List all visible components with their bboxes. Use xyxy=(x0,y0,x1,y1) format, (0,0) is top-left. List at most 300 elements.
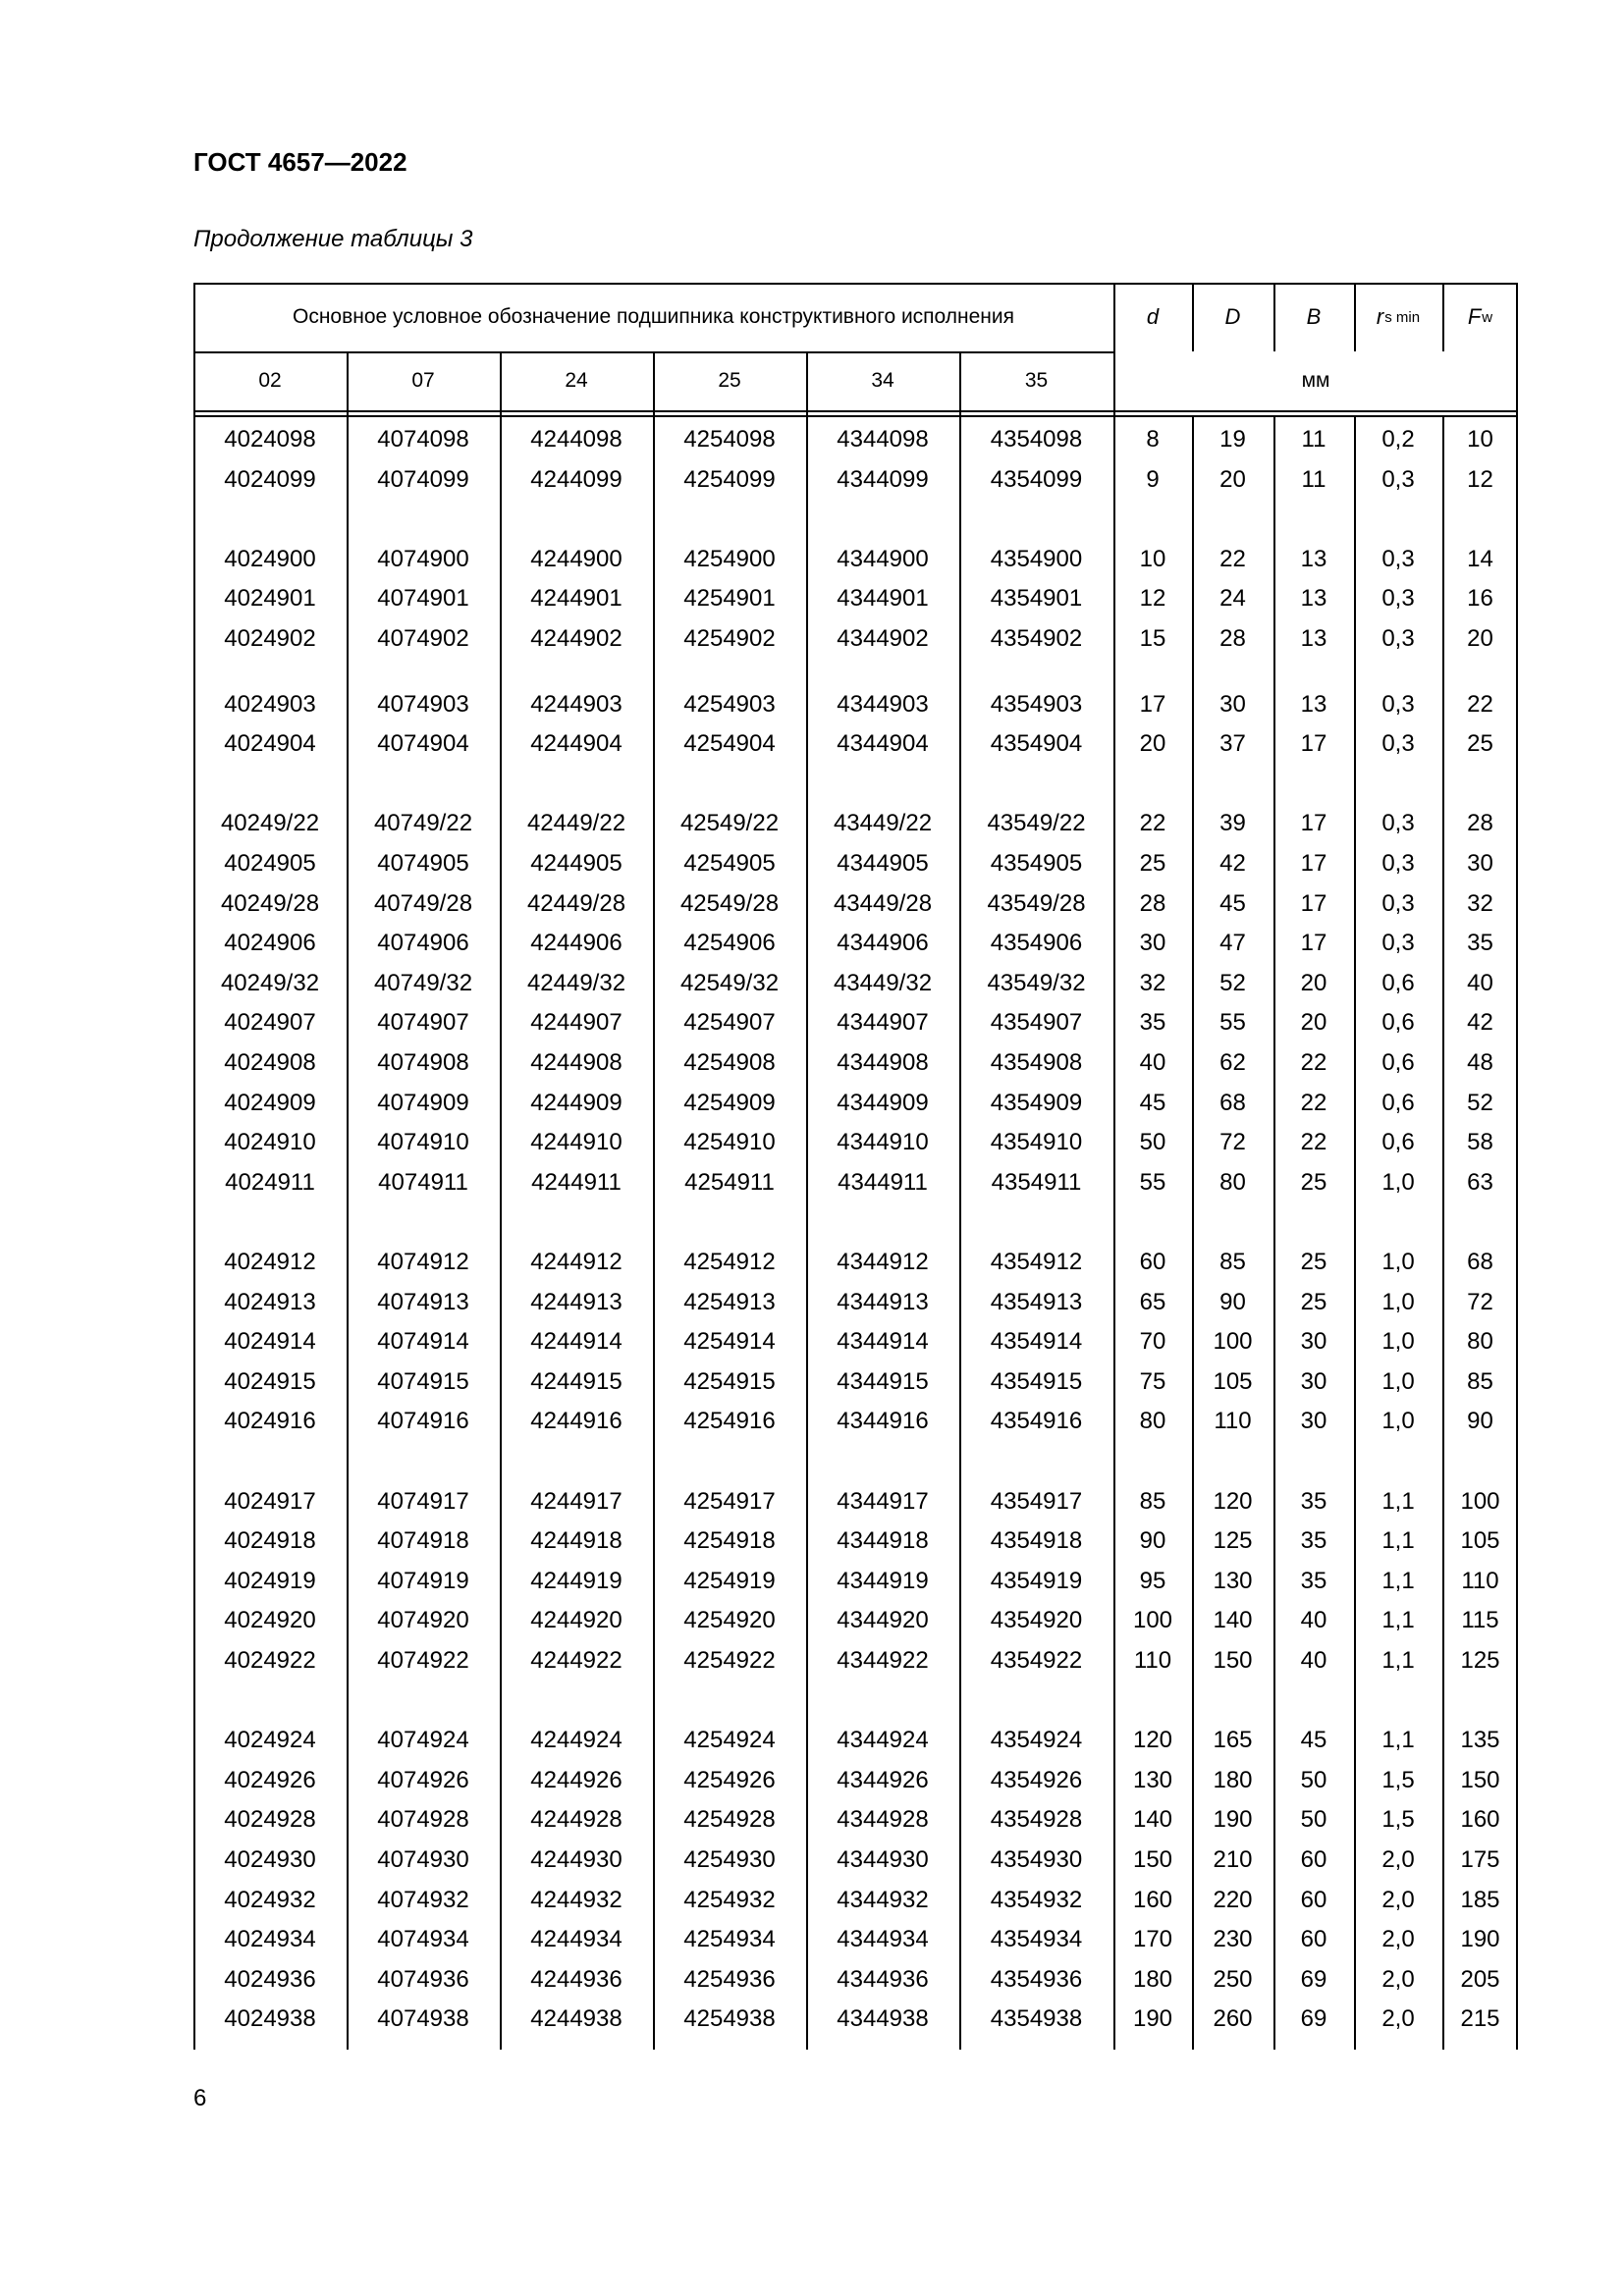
cell-07: 4074934 xyxy=(377,1926,469,1953)
cell-24: 4244906 xyxy=(530,930,623,957)
cell-35: 4354913 xyxy=(990,1288,1083,1315)
cell-d: 190 xyxy=(1132,2005,1173,2033)
cell-24: 4244910 xyxy=(530,1129,623,1156)
cell-24: 4244901 xyxy=(530,585,623,613)
cell-34: 4344906 xyxy=(837,930,929,957)
cell-07: 4074919 xyxy=(377,1567,469,1594)
cell-35: 4354907 xyxy=(990,1009,1083,1037)
cell-34: 4344900 xyxy=(837,545,929,572)
header-rs-sub: s min xyxy=(1384,308,1421,326)
cell-d: 10 xyxy=(1139,545,1166,572)
table-row xyxy=(193,1322,1518,1362)
cell-07: 4074900 xyxy=(377,545,469,572)
series-header-35: 35 xyxy=(1024,369,1049,392)
cell-24: 4244916 xyxy=(530,1408,623,1435)
cell-07: 4074938 xyxy=(377,2005,469,2033)
cell-25: 42549/22 xyxy=(679,810,780,837)
cell-rs-min: 0,3 xyxy=(1381,889,1415,917)
table-row xyxy=(193,540,1518,579)
table-row xyxy=(193,1641,1518,1681)
cell-35: 43549/22 xyxy=(987,810,1086,837)
cell-07: 40749/22 xyxy=(373,810,473,837)
cell-B: 25 xyxy=(1300,1168,1327,1196)
cell-07: 4074932 xyxy=(377,1886,469,1913)
cell-B: 35 xyxy=(1300,1567,1327,1594)
cell-35: 4354098 xyxy=(990,426,1083,453)
cell-d: 100 xyxy=(1132,1607,1173,1634)
cell-07: 4074916 xyxy=(377,1408,469,1435)
cell-35: 43549/28 xyxy=(987,889,1086,917)
cell-02: 4024905 xyxy=(224,850,316,877)
cell-rs-min: 0,3 xyxy=(1381,625,1415,652)
cell-02: 4024907 xyxy=(224,1009,316,1037)
header-Fw-main: F xyxy=(1467,304,1482,329)
cell-D: 110 xyxy=(1214,1408,1252,1435)
cell-25: 4254910 xyxy=(683,1129,776,1156)
cell-34: 4344914 xyxy=(837,1328,929,1356)
cell-02: 4024902 xyxy=(224,625,316,652)
cell-d: 95 xyxy=(1139,1567,1166,1594)
cell-Fw: 125 xyxy=(1460,1647,1500,1674)
cell-B: 22 xyxy=(1300,1049,1327,1076)
cell-rs-min: 1,1 xyxy=(1381,1487,1415,1515)
cell-rs-min: 0,3 xyxy=(1381,690,1415,718)
cell-d: 45 xyxy=(1139,1089,1166,1116)
cell-rs-min: 0,3 xyxy=(1381,730,1415,758)
cell-Fw: 100 xyxy=(1460,1487,1500,1515)
cell-Fw: 190 xyxy=(1460,1926,1500,1953)
cell-Fw: 63 xyxy=(1467,1168,1493,1196)
cell-d: 25 xyxy=(1139,850,1166,877)
cell-D: 52 xyxy=(1219,969,1246,996)
cell-07: 4074915 xyxy=(377,1367,469,1395)
series-header-25: 25 xyxy=(718,369,741,392)
cell-34: 4344901 xyxy=(837,585,929,613)
cell-02: 4024926 xyxy=(224,1766,316,1793)
cell-D: 30 xyxy=(1219,690,1246,718)
cell-24: 4244099 xyxy=(530,465,623,493)
cell-34: 4344934 xyxy=(837,1926,929,1953)
cell-D: 19 xyxy=(1219,426,1246,453)
cell-Fw: 52 xyxy=(1467,1089,1493,1116)
cell-D: 150 xyxy=(1213,1647,1253,1674)
cell-rs-min: 1,5 xyxy=(1381,1806,1415,1834)
cell-Fw: 30 xyxy=(1467,850,1493,877)
bearing-table xyxy=(193,283,1518,2050)
cell-07: 4074903 xyxy=(377,690,469,718)
cell-d: 28 xyxy=(1139,889,1166,917)
cell-35: 4354916 xyxy=(990,1408,1083,1435)
cell-B: 45 xyxy=(1300,1727,1327,1754)
cell-34: 4344911 xyxy=(838,1168,928,1196)
cell-25: 4254900 xyxy=(683,545,776,572)
cell-rs-min: 1,0 xyxy=(1381,1328,1415,1356)
cell-rs-min: 1,0 xyxy=(1381,1249,1415,1275)
header-rs-min xyxy=(1354,283,1442,351)
cell-35: 4354924 xyxy=(990,1727,1083,1754)
cell-Fw: 90 xyxy=(1467,1408,1493,1435)
cell-35: 4354911 xyxy=(991,1168,1082,1196)
cell-35: 4354901 xyxy=(990,585,1083,613)
cell-d: 32 xyxy=(1139,969,1166,996)
cell-rs-min: 2,0 xyxy=(1381,1926,1415,1953)
table-row xyxy=(193,1482,1518,1522)
table-caption: Продолжение таблицы 3 xyxy=(193,226,473,252)
cell-02: 4024924 xyxy=(224,1727,316,1754)
cell-35: 4354918 xyxy=(990,1527,1083,1555)
cell-24: 4244915 xyxy=(530,1367,623,1395)
cell-25: 4254901 xyxy=(683,585,776,613)
cell-07: 4074913 xyxy=(377,1288,469,1315)
cell-35: 4354917 xyxy=(990,1487,1083,1515)
table-row xyxy=(193,619,1518,659)
cell-25: 4254908 xyxy=(683,1049,776,1076)
series-header-02: 02 xyxy=(258,369,282,392)
cell-B: 17 xyxy=(1300,930,1327,957)
cell-02: 4024906 xyxy=(224,930,316,957)
cell-B: 11 xyxy=(1301,465,1326,493)
cell-35: 4354919 xyxy=(990,1567,1083,1594)
cell-25: 4254930 xyxy=(683,1846,776,1873)
cell-02: 4024909 xyxy=(224,1089,316,1116)
cell-35: 4354928 xyxy=(990,1806,1083,1834)
cell-07: 4074928 xyxy=(377,1806,469,1834)
cell-02: 4024916 xyxy=(224,1408,316,1435)
cell-24: 4244918 xyxy=(530,1527,623,1555)
cell-rs-min: 1,1 xyxy=(1381,1527,1415,1555)
cell-24: 4244934 xyxy=(530,1926,623,1953)
cell-rs-min: 0,6 xyxy=(1381,1089,1415,1116)
cell-35: 4354908 xyxy=(990,1049,1083,1076)
cell-rs-min: 0,3 xyxy=(1381,585,1415,613)
cell-07: 4074920 xyxy=(377,1607,469,1634)
table-row xyxy=(193,924,1518,963)
header-Fw-sub: w xyxy=(1482,308,1493,326)
cell-35: 4354900 xyxy=(990,545,1083,572)
cell-rs-min: 2,0 xyxy=(1381,1965,1415,1993)
cell-02: 4024932 xyxy=(224,1886,316,1913)
cell-Fw: 72 xyxy=(1467,1288,1493,1315)
header-d: d xyxy=(1146,304,1160,329)
cell-25: 42549/28 xyxy=(679,889,780,917)
cell-Fw: 150 xyxy=(1460,1766,1500,1793)
cell-34: 4344902 xyxy=(837,625,929,652)
cell-d: 160 xyxy=(1132,1886,1173,1913)
cell-24: 4244924 xyxy=(530,1727,623,1754)
cell-D: 85 xyxy=(1219,1249,1246,1275)
cell-24: 4244928 xyxy=(530,1806,623,1834)
cell-07: 4074936 xyxy=(377,1965,469,1993)
cell-35: 4354930 xyxy=(990,1846,1083,1873)
table-row xyxy=(193,1243,1518,1282)
cell-24: 4244912 xyxy=(530,1249,623,1275)
cell-rs-min: 2,0 xyxy=(1381,1886,1415,1913)
cell-34: 43449/28 xyxy=(833,889,933,917)
cell-B: 50 xyxy=(1300,1806,1327,1834)
cell-D: 220 xyxy=(1213,1886,1253,1913)
cell-B: 50 xyxy=(1300,1766,1327,1793)
table-row xyxy=(193,1721,1518,1760)
cell-34: 4344917 xyxy=(837,1487,929,1515)
cell-rs-min: 1,0 xyxy=(1381,1408,1415,1435)
cell-Fw: 58 xyxy=(1467,1129,1493,1156)
cell-D: 45 xyxy=(1219,889,1246,917)
table-row xyxy=(193,1402,1518,1441)
cell-25: 4254919 xyxy=(683,1567,776,1594)
series-header-34: 34 xyxy=(871,369,894,392)
cell-Fw: 28 xyxy=(1467,810,1493,837)
table-row xyxy=(193,1043,1518,1083)
cell-B: 17 xyxy=(1300,810,1327,837)
cell-24: 4244913 xyxy=(530,1288,623,1315)
cell-Fw: 22 xyxy=(1467,690,1493,718)
cell-34: 4344908 xyxy=(837,1049,929,1076)
cell-D: 80 xyxy=(1219,1168,1246,1196)
cell-D: 68 xyxy=(1219,1089,1246,1116)
table-row xyxy=(193,1601,1518,1640)
cell-d: 50 xyxy=(1139,1129,1166,1156)
cell-24: 4244936 xyxy=(530,1965,623,1993)
cell-02: 4024903 xyxy=(224,690,316,718)
series-header-24: 24 xyxy=(565,369,588,392)
cell-02: 4024930 xyxy=(224,1846,316,1873)
cell-d: 140 xyxy=(1132,1806,1173,1834)
cell-B: 35 xyxy=(1300,1487,1327,1515)
cell-d: 15 xyxy=(1139,625,1166,652)
cell-Fw: 85 xyxy=(1467,1367,1493,1395)
cell-24: 4244900 xyxy=(530,545,623,572)
cell-d: 150 xyxy=(1132,1846,1173,1873)
cell-d: 55 xyxy=(1139,1168,1166,1196)
table-row xyxy=(193,1960,1518,2000)
cell-d: 40 xyxy=(1139,1049,1166,1076)
cell-35: 4354932 xyxy=(990,1886,1083,1913)
cell-Fw: 48 xyxy=(1467,1049,1493,1076)
table-row xyxy=(193,1800,1518,1840)
cell-02: 4024901 xyxy=(224,585,316,613)
cell-34: 4344903 xyxy=(837,690,929,718)
table-row xyxy=(193,844,1518,883)
cell-B: 60 xyxy=(1300,1886,1327,1913)
cell-rs-min: 1,0 xyxy=(1381,1288,1415,1315)
cell-D: 90 xyxy=(1219,1288,1246,1315)
cell-35: 4354920 xyxy=(990,1607,1083,1634)
cell-d: 120 xyxy=(1132,1727,1173,1754)
cell-Fw: 68 xyxy=(1467,1249,1493,1275)
cell-d: 80 xyxy=(1139,1408,1166,1435)
cell-B: 22 xyxy=(1300,1129,1327,1156)
cell-rs-min: 1,1 xyxy=(1381,1727,1415,1754)
cell-D: 100 xyxy=(1213,1328,1253,1356)
cell-34: 4344905 xyxy=(837,850,929,877)
cell-Fw: 42 xyxy=(1467,1009,1493,1037)
cell-35: 4354926 xyxy=(990,1766,1083,1793)
series-header-07: 07 xyxy=(411,369,435,392)
cell-24: 4244905 xyxy=(530,850,623,877)
cell-Fw: 105 xyxy=(1460,1527,1500,1555)
cell-07: 4074098 xyxy=(377,426,469,453)
cell-24: 4244911 xyxy=(531,1168,622,1196)
cell-25: 4254915 xyxy=(683,1367,776,1395)
cell-24: 4244903 xyxy=(530,690,623,718)
cell-34: 4344932 xyxy=(837,1886,929,1913)
cell-B: 25 xyxy=(1300,1249,1327,1275)
cell-34: 4344930 xyxy=(837,1846,929,1873)
cell-d: 75 xyxy=(1139,1367,1166,1395)
cell-B: 30 xyxy=(1300,1367,1327,1395)
cell-35: 4354903 xyxy=(990,690,1083,718)
cell-25: 4254924 xyxy=(683,1727,776,1754)
table-row xyxy=(193,1881,1518,1920)
cell-25: 4254938 xyxy=(683,2005,776,2033)
cell-02: 40249/32 xyxy=(220,969,320,996)
header-rs-main: r xyxy=(1376,304,1384,329)
cell-25: 4254932 xyxy=(683,1886,776,1913)
cell-25: 4254916 xyxy=(683,1408,776,1435)
cell-07: 4074917 xyxy=(377,1487,469,1515)
cell-B: 25 xyxy=(1300,1288,1327,1315)
cell-rs-min: 1,0 xyxy=(1381,1168,1415,1196)
cell-34: 4344919 xyxy=(837,1567,929,1594)
table-row xyxy=(193,1283,1518,1322)
cell-D: 130 xyxy=(1213,1567,1253,1594)
table-row xyxy=(193,804,1518,843)
cell-02: 4024918 xyxy=(224,1527,316,1555)
cell-Fw: 205 xyxy=(1460,1965,1500,1993)
cell-24: 4244902 xyxy=(530,625,623,652)
cell-07: 4074902 xyxy=(377,625,469,652)
cell-02: 4024900 xyxy=(224,545,316,572)
cell-Fw: 14 xyxy=(1467,545,1493,572)
cell-25: 4254905 xyxy=(683,850,776,877)
cell-34: 43449/32 xyxy=(833,969,933,996)
cell-rs-min: 0,3 xyxy=(1381,930,1415,957)
cell-25: 4254902 xyxy=(683,625,776,652)
cell-35: 4354910 xyxy=(990,1129,1083,1156)
cell-25: 4254909 xyxy=(683,1089,776,1116)
cell-34: 4344098 xyxy=(837,426,929,453)
cell-02: 4024911 xyxy=(225,1168,315,1196)
cell-24: 4244920 xyxy=(530,1607,623,1634)
cell-02: 40249/22 xyxy=(220,810,320,837)
cell-35: 4354936 xyxy=(990,1965,1083,1993)
cell-d: 65 xyxy=(1139,1288,1166,1315)
cell-07: 40749/28 xyxy=(373,889,473,917)
cell-25: 4254906 xyxy=(683,930,776,957)
cell-rs-min: 1,0 xyxy=(1381,1367,1415,1395)
cell-d: 70 xyxy=(1139,1328,1166,1356)
cell-07: 4074907 xyxy=(377,1009,469,1037)
cell-B: 13 xyxy=(1300,625,1327,652)
cell-B: 30 xyxy=(1300,1328,1327,1356)
cell-D: 47 xyxy=(1219,930,1246,957)
cell-25: 4254911 xyxy=(684,1168,775,1196)
table-row xyxy=(193,1761,1518,1800)
cell-34: 4344904 xyxy=(837,730,929,758)
cell-rs-min: 2,0 xyxy=(1381,2005,1415,2033)
cell-07: 40749/32 xyxy=(373,969,473,996)
cell-34: 4344936 xyxy=(837,1965,929,1993)
cell-rs-min: 0,6 xyxy=(1381,1049,1415,1076)
cell-24: 4244930 xyxy=(530,1846,623,1873)
cell-25: 4254914 xyxy=(683,1328,776,1356)
unit-header: мм xyxy=(1301,369,1330,392)
header-B: B xyxy=(1306,304,1322,329)
table-row xyxy=(193,460,1518,500)
cell-25: 4254922 xyxy=(683,1647,776,1674)
cell-B: 60 xyxy=(1300,1926,1327,1953)
cell-02: 4024908 xyxy=(224,1049,316,1076)
cell-Fw: 80 xyxy=(1467,1328,1493,1356)
cell-B: 40 xyxy=(1300,1647,1327,1674)
cell-Fw: 40 xyxy=(1467,969,1493,996)
table-row xyxy=(193,1003,1518,1042)
cell-25: 4254099 xyxy=(683,465,776,493)
header-D: D xyxy=(1224,304,1241,329)
cell-25: 4254907 xyxy=(683,1009,776,1037)
cell-35: 4354905 xyxy=(990,850,1083,877)
cell-d: 9 xyxy=(1146,465,1160,493)
cell-d: 17 xyxy=(1139,690,1166,718)
cell-B: 20 xyxy=(1300,1009,1327,1037)
cell-24: 4244909 xyxy=(530,1089,623,1116)
cell-D: 24 xyxy=(1219,585,1246,613)
table-row xyxy=(193,884,1518,924)
cell-D: 125 xyxy=(1213,1527,1253,1555)
cell-Fw: 32 xyxy=(1467,889,1493,917)
cell-34: 4344913 xyxy=(837,1288,929,1315)
table-row xyxy=(193,1084,1518,1123)
cell-24: 4244907 xyxy=(530,1009,623,1037)
header-double-rule-2 xyxy=(193,415,1518,417)
table-row xyxy=(193,685,1518,724)
cell-24: 4244904 xyxy=(530,730,623,758)
cell-07: 4074924 xyxy=(377,1727,469,1754)
cell-24: 4244098 xyxy=(530,426,623,453)
cell-34: 4344920 xyxy=(837,1607,929,1634)
header-double-rule-1 xyxy=(193,410,1518,412)
cell-07: 4074926 xyxy=(377,1766,469,1793)
cell-25: 4254936 xyxy=(683,1965,776,1993)
cell-B: 13 xyxy=(1300,585,1327,613)
table-row xyxy=(193,1163,1518,1202)
cell-25: 4254934 xyxy=(683,1926,776,1953)
cell-D: 165 xyxy=(1213,1727,1253,1754)
cell-B: 30 xyxy=(1300,1408,1327,1435)
cell-35: 4354914 xyxy=(990,1328,1083,1356)
cell-25: 4254913 xyxy=(683,1288,776,1315)
cell-02: 4024928 xyxy=(224,1806,316,1834)
cell-D: 250 xyxy=(1213,1965,1253,1993)
cell-D: 105 xyxy=(1213,1367,1253,1395)
cell-34: 4344910 xyxy=(837,1129,929,1156)
cell-34: 4344926 xyxy=(837,1766,929,1793)
cell-Fw: 215 xyxy=(1460,2005,1500,2033)
table-row xyxy=(193,1522,1518,1561)
cell-34: 4344907 xyxy=(837,1009,929,1037)
cell-07: 4074922 xyxy=(377,1647,469,1674)
cell-24: 4244926 xyxy=(530,1766,623,1793)
cell-rs-min: 0,3 xyxy=(1381,850,1415,877)
cell-02: 4024917 xyxy=(224,1487,316,1515)
cell-34: 4344918 xyxy=(837,1527,929,1555)
cell-24: 42449/28 xyxy=(526,889,626,917)
cell-25: 4254928 xyxy=(683,1806,776,1834)
cell-07: 4074911 xyxy=(378,1168,468,1196)
cell-02: 4024915 xyxy=(224,1367,316,1395)
cell-24: 4244908 xyxy=(530,1049,623,1076)
cell-02: 4024938 xyxy=(224,2005,316,2033)
